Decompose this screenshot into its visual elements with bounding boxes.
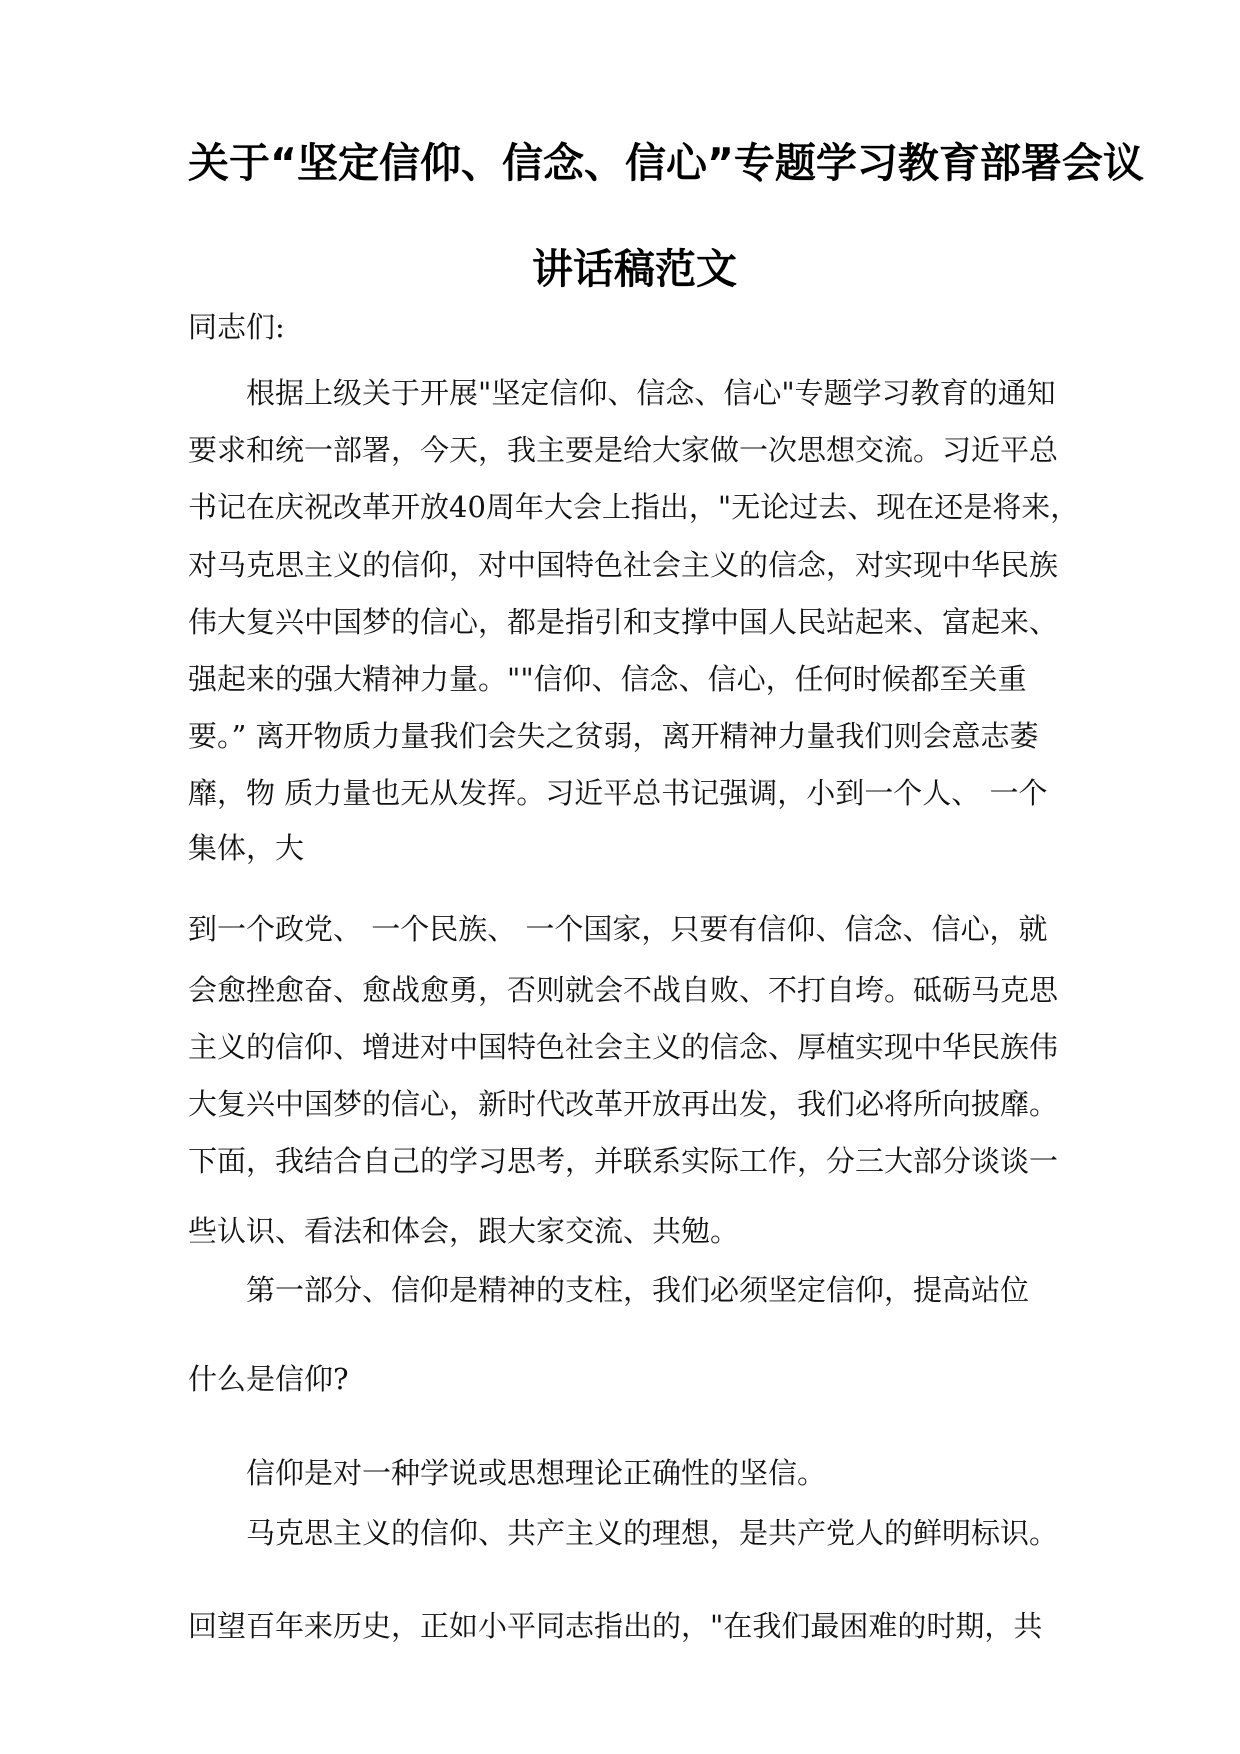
body-line: 到一个政党、 一个民族、 一个国家，只要有信仰、信念、信心，就: [188, 912, 1048, 946]
body-line: 回望百年来历史，正如小平同志指出的，"在我们最困难的时期，共: [188, 1609, 1043, 1643]
body-line: 根据上级关于开展"坚定信仰、信念、信心"专题学习教育的通知: [246, 376, 1056, 410]
body-line: 伟大复兴中国梦的信心，都是指引和支撑中国人民站起来、富起来、: [188, 605, 1059, 639]
body-line: 集体，大: [188, 831, 305, 865]
document-title-line-1: 关于“坚定信仰、信念、信心”专题学习教育部署会议: [188, 139, 1144, 187]
body-line: 强起来的强大精神力量。""信仰、信念、信心，任何时候都至关重: [188, 662, 1027, 696]
document-title-line-2: 讲话稿范文: [532, 245, 737, 293]
body-line: 马克思主义的信仰、共产主义的理想，是共产党人的鲜明标识。: [246, 1516, 1059, 1550]
body-line: 信仰是对一种学说或思想理论正确性的坚信。: [246, 1456, 827, 1490]
body-line: 要。” 离开物质力量我们会失之贫弱，离开精神力量我们则会意志萎: [188, 719, 1039, 753]
salutation: 同志们:: [188, 310, 285, 344]
body-line: 下面，我结合自己的学习思考，并联系实际工作，分三大部分谈谈一: [188, 1144, 1059, 1178]
section-heading: 第一部分、信仰是精神的支柱，我们必须坚定信仰，提高站位: [246, 1273, 1030, 1307]
body-line: 主义的信仰、增进对中国特色社会主义的信念、厚植实现中华民族伟: [188, 1030, 1059, 1064]
body-line: 大复兴中国梦的信心，新时代改革开放再出发，我们必将所向披靡。: [188, 1087, 1059, 1121]
body-line: 会愈挫愈奋、愈战愈勇，否则就会不战自败、不打自垮。砥砺马克思: [188, 973, 1059, 1007]
body-line: 对马克思主义的信仰，对中国特色社会主义的信念，对实现中华民族: [188, 548, 1059, 582]
body-line: 些认识、看法和体会，跟大家交流、共勉。: [188, 1214, 740, 1248]
body-line: 要求和统一部署，今天，我主要是给大家做一次思想交流。习近平总: [188, 433, 1059, 467]
body-line: 靡，物 质力量也无从发挥。习近平总书记强调，小到一个人、 一个: [188, 776, 1048, 810]
body-line: 什么是信仰?: [188, 1362, 349, 1396]
body-line: 书记在庆祝改革开放40周年大会上指出，"无论过去、现在还是将来，: [188, 490, 1080, 524]
